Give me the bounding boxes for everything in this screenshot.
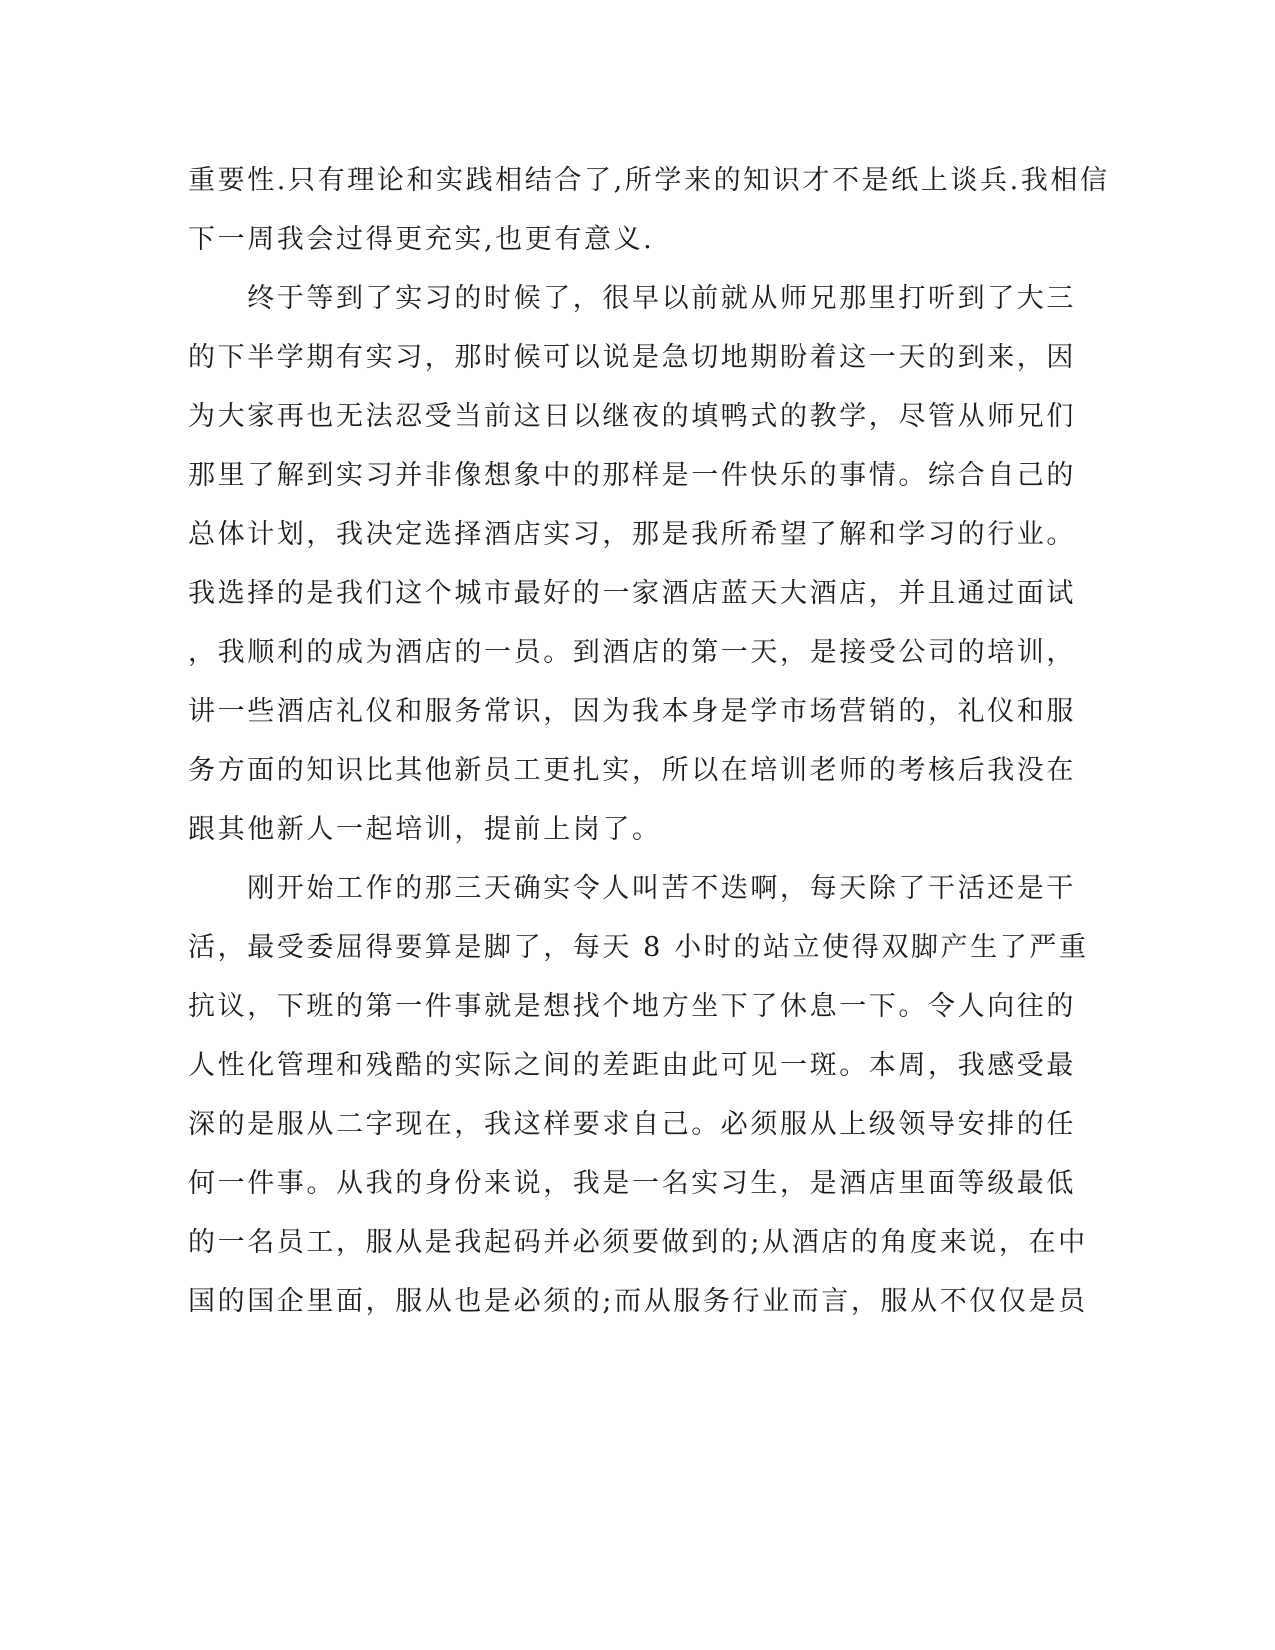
- text-line: 的一名员工，服从是我起码并必须要做到的;从酒店的角度来说，在中: [188, 1227, 1088, 1258]
- text-line: 深的是服从二字现在，我这样要求自己。必须服从上级领导安排的任: [188, 1109, 1076, 1140]
- text-line: 人性化管理和残酷的实际之间的差距由此可见一斑。本周，我感受最: [188, 1050, 1076, 1081]
- text-line: 跟其他新人一起培训，提前上岗了。: [188, 814, 662, 845]
- text-line: 下一周我会过得更充实,也更有意义.: [188, 224, 655, 255]
- text-line: 为大家再也无法忍受当前这日以继夜的填鸭式的教学，尽管从师兄们: [188, 401, 1076, 432]
- text-line: 国的国企里面，服从也是必须的;而从服务行业而言，服从不仅仅是员: [188, 1286, 1088, 1317]
- text-line: 抗议，下班的第一件事就是想找个地方坐下了休息一下。令人向往的: [188, 991, 1076, 1022]
- text-line: 的下半学期有实习，那时候可以说是急切地期盼着这一天的到来，因: [188, 342, 1076, 373]
- text-line: 讲一些酒店礼仪和服务常识，因为我本身是学市场营销的，礼仪和服: [188, 696, 1076, 727]
- text-line: 何一件事。从我的身份来说，我是一名实习生，是酒店里面等级最低: [188, 1168, 1076, 1199]
- text-line: ，我顺利的成为酒店的一员。到酒店的第一天，是接受公司的培训，: [188, 637, 1076, 668]
- text-line: 总体计划，我决定选择酒店实习，那是我所希望了解和学习的行业。: [188, 519, 1076, 550]
- text-line: 刚开始工作的那三天确实令人叫苦不迭啊，每天除了干活还是干: [188, 873, 1076, 904]
- text-line: 重要性.只有理论和实践相结合了,所学来的知识才不是纸上谈兵.我相信: [188, 165, 1110, 196]
- text-line: 活，最受委屈得要算是脚了，每天 8 小时的站立使得双脚产生了严重: [188, 932, 1089, 963]
- text-line: 终于等到了实习的时候了，很早以前就从师兄那里打听到了大三: [188, 283, 1076, 314]
- text-line: 我选择的是我们这个城市最好的一家酒店蓝天大酒店，并且通过面试: [188, 578, 1076, 609]
- text-line: 那里了解到实习并非像想象中的那样是一件快乐的事情。综合自己的: [188, 460, 1076, 491]
- text-line: 务方面的知识比其他新员工更扎实，所以在培训老师的考核后我没在: [188, 755, 1076, 786]
